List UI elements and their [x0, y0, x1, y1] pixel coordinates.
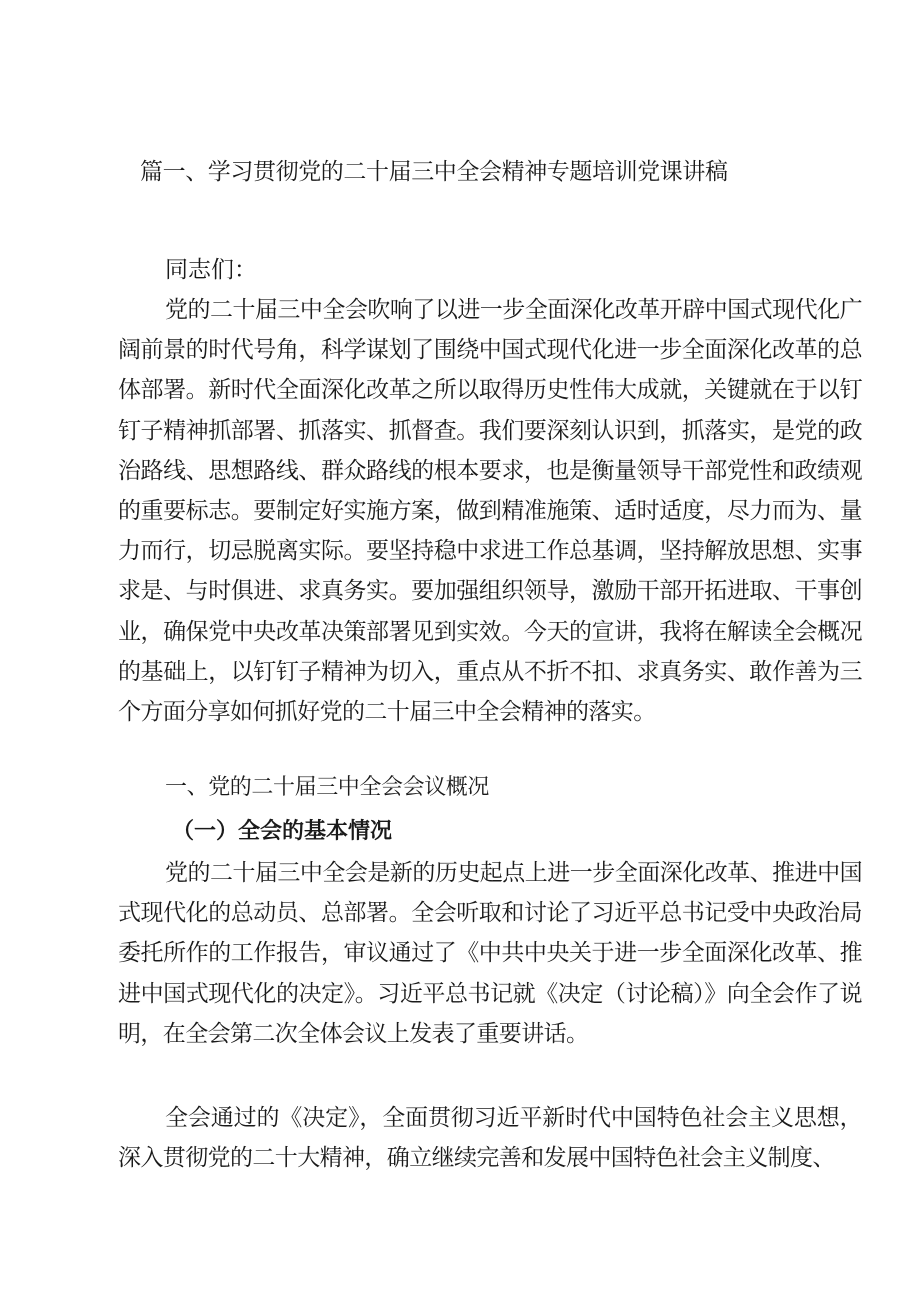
- paragraph-basic-info: 党的二十届三中全会是新的历史起点上进一步全面深化改革、推进中国式现代化的总动员、总部署。全会听取和讨论了习近平总书记受中央政治局委托所作的工作报告，审议通过了《中共中央关于进一步全面深化改革、推进中国式现代化的决定》。习近平总书记就《决定（讨论稿）》向全会作了说明，在全会第二次全体会议上发表了重要讲话。: [118, 860, 862, 1047]
- document-title: 篇一、学习贯彻党的二十届三中全会精神专题培训党课讲稿: [140, 159, 728, 185]
- paragraph-intro: 党的二十届三中全会吹响了以进一步全面深化改革开辟中国式现代化广阔前景的时代号角，科学谋划了围绕中国式现代化进一步全面深化改革的总体部署。新时代全面深化改革之所以取得历史性伟大成就，关键就在于以钉钉子精神抓部署、抓落实、抓督查。我们要深刻认识到，抓落实，是党的政治路线、思想路线、群众路线的根本要求，也是衡量领导干部党性和政绩观的重要标志。要制定好实施方案，做到精准施策、适时适度，尽力而为、量力而行，切忌脱离实际。要坚持稳中求进工作总基调，坚持解放思想、实事求是、与时俱进、求真务实。要加强组织领导，激励干部开拓进取、干事创业，确保党中央改革决策部署见到实效。今天的宣讲，我将在解读全会概况的基础上，以钉钉子精神为切入，重点从不折不扣、求真务实、敢作善为三个方面分享如何抓好党的二十届三中全会精神的落实。: [118, 297, 862, 726]
- section-heading: 一、党的二十届三中全会会议概况: [165, 775, 490, 800]
- greeting: 同志们：: [165, 257, 257, 283]
- subsection-heading: （一）全会的基本情况: [172, 818, 393, 844]
- paragraph-decision: 全会通过的《决定》，全面贯彻习近平新时代中国特色社会主义思想，深入贯彻党的二十大精神，确立继续完善和发展中国特色社会主义制度、: [118, 1105, 862, 1172]
